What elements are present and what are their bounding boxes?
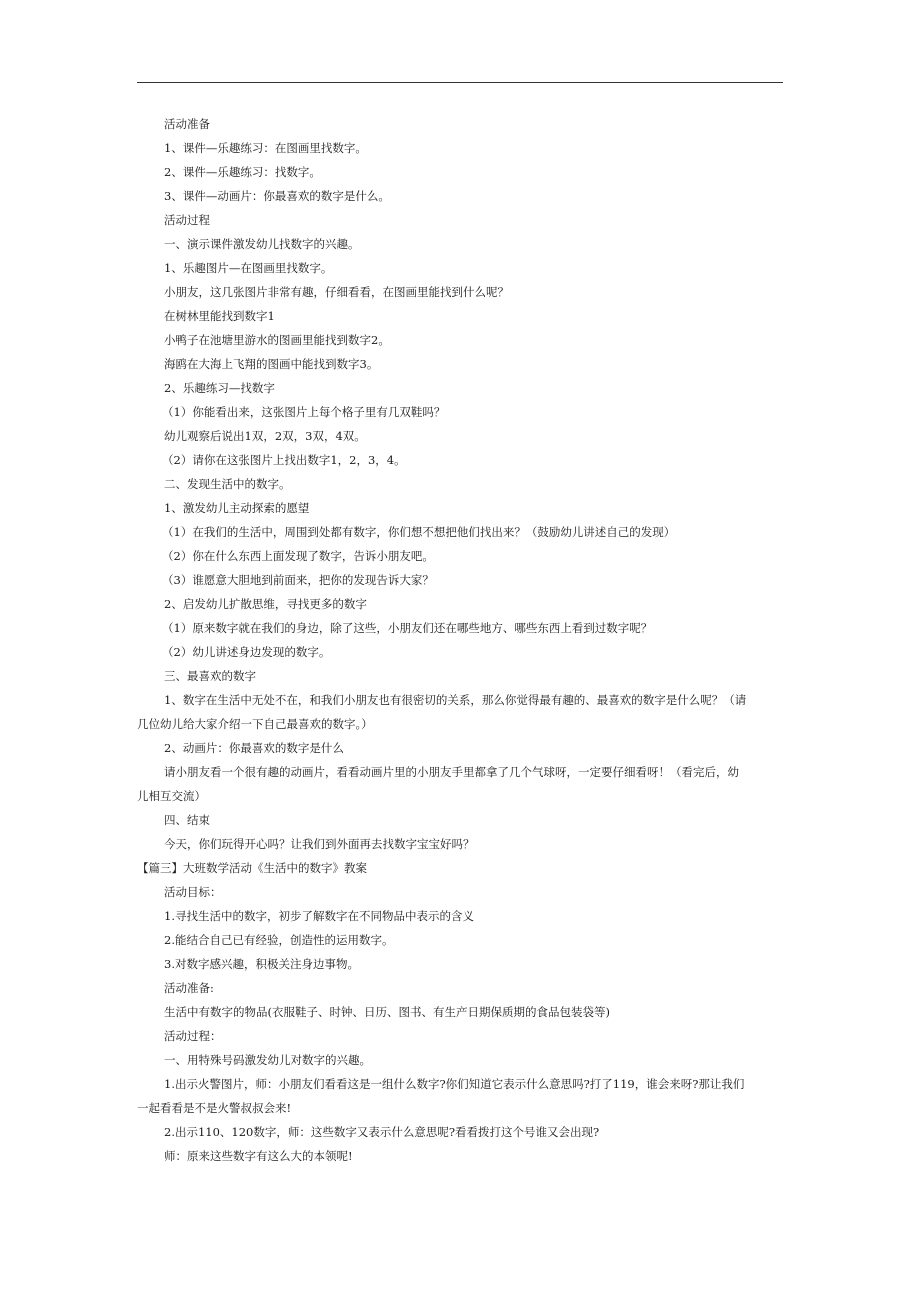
text-line: 幼儿观察后说出1双，2双，3双，4双。 xyxy=(164,429,366,443)
text-line: 一起看看是不是火警叔叔会来! xyxy=(137,1101,292,1115)
text-line: 1.寻找生活中的数字，初步了解数字在不同物品中表示的含义 xyxy=(164,909,474,923)
document-body xyxy=(137,112,783,1168)
text-line: 2、乐趣练习—找数字 xyxy=(164,381,275,395)
text-line: 请小朋友看一个很有趣的动画片，看看动画片里的小朋友手里都拿了几个气球呀，一定要仔细看呀！（看完后，幼 xyxy=(164,765,739,779)
text-line: 四、结束 xyxy=(164,813,210,827)
text-line: 【篇三】大班数学活动《生活中的数字》教案 xyxy=(137,861,367,875)
text-line: 活动目标： xyxy=(164,885,222,899)
text-line: 2.能结合自己已有经验，创造性的运用数字。 xyxy=(164,933,394,947)
text-line: 2、动画片：你最喜欢的数字是什么 xyxy=(164,741,344,755)
text-line: 活动过程： xyxy=(164,1029,222,1043)
text-line: 3、课件—动画片：你最喜欢的数字是什么。 xyxy=(164,189,390,203)
text-line: （1）你能看出来，这张图片上每个格子里有几双鞋吗？ xyxy=(162,405,446,419)
text-line: 1、乐趣图片—在图画里找数字。 xyxy=(164,261,333,275)
text-line: 几位幼儿给大家介绍一下自己最喜欢的数字。） xyxy=(137,717,373,731)
text-line: 2、课件—乐趣练习：找数字。 xyxy=(164,165,321,179)
text-line: 一、演示课件激发幼儿找数字的兴趣。 xyxy=(164,237,360,251)
text-line: 活动过程 xyxy=(164,213,210,227)
text-line: 在树林里能找到数字1 xyxy=(164,309,275,323)
text-line: 2.出示110、120数字，师：这些数字又表示什么意思呢?看看拨打这个号谁又会出现? xyxy=(164,1125,600,1139)
text-line: 海鸥在大海上飞翔的图画中能找到数字3。 xyxy=(164,357,379,371)
text-line: （1）在我们的生活中，周围到处都有数字，你们想不想把他们找出来？（鼓励幼儿讲述自己的发现） xyxy=(162,525,676,539)
text-line: 3.对数字感兴趣，积极关注身边事物。 xyxy=(164,957,359,971)
text-line: 一、用特殊号码激发幼儿对数字的兴趣。 xyxy=(164,1053,371,1067)
text-line: （2）你在什么东西上面发现了数字，告诉小朋友吧。 xyxy=(162,549,434,563)
text-line: 二、发现生活中的数字。 xyxy=(164,477,291,491)
text-line: 活动准备 xyxy=(164,117,210,131)
text-line: （2）请你在这张图片上找出数字1，2，3，4。 xyxy=(162,453,406,467)
text-line: 生活中有数字的物品(衣服鞋子、时钟、日历、图书、有生产日期保质期的食品包装袋等) xyxy=(164,1005,610,1019)
text-line: （3）谁愿意大胆地到前面来，把你的发现告诉大家？ xyxy=(162,573,434,587)
text-line: 今天，你们玩得开心吗？让我们到外面再去找数字宝宝好吗？ xyxy=(164,837,475,851)
text-line: 三、最喜欢的数字 xyxy=(164,669,256,683)
text-line: 师：原来这些数字有这么大的本领呢! xyxy=(164,1149,353,1163)
text-line: 1.出示火警图片，师：小朋友们看看这是一组什么数字?你们知道它表示什么意思吗?打了119，谁会来呀?那让我们 xyxy=(164,1077,745,1091)
text-line: 活动准备: xyxy=(164,981,214,995)
text-line: （2）幼儿讲述身边发现的数字。 xyxy=(162,645,331,659)
text-line: 1、激发幼儿主动探索的愿望 xyxy=(164,501,310,515)
header-rule xyxy=(137,82,783,83)
text-line: 1、数字在生活中无处不在，和我们小朋友也有很密切的关系，那么你觉得最有趣的、最喜欢的数字是什么呢？（请 xyxy=(164,693,747,707)
text-line: 1、课件—乐趣练习：在图画里找数字。 xyxy=(164,141,367,155)
text-line: 小鸭子在池塘里游水的图画里能找到数字2。 xyxy=(164,333,390,347)
text-line: 2、启发幼儿扩散思维，寻找更多的数字 xyxy=(164,597,367,611)
text-line: 小朋友，这几张图片非常有趣，仔细看看，在图画里能找到什么呢？ xyxy=(164,285,509,299)
text-line: （1）原来数字就在我们的身边，除了这些，小朋友们还在哪些地方、哪些东西上看到过数字呢？ xyxy=(162,621,653,635)
text-line: 儿相互交流） xyxy=(137,789,206,803)
